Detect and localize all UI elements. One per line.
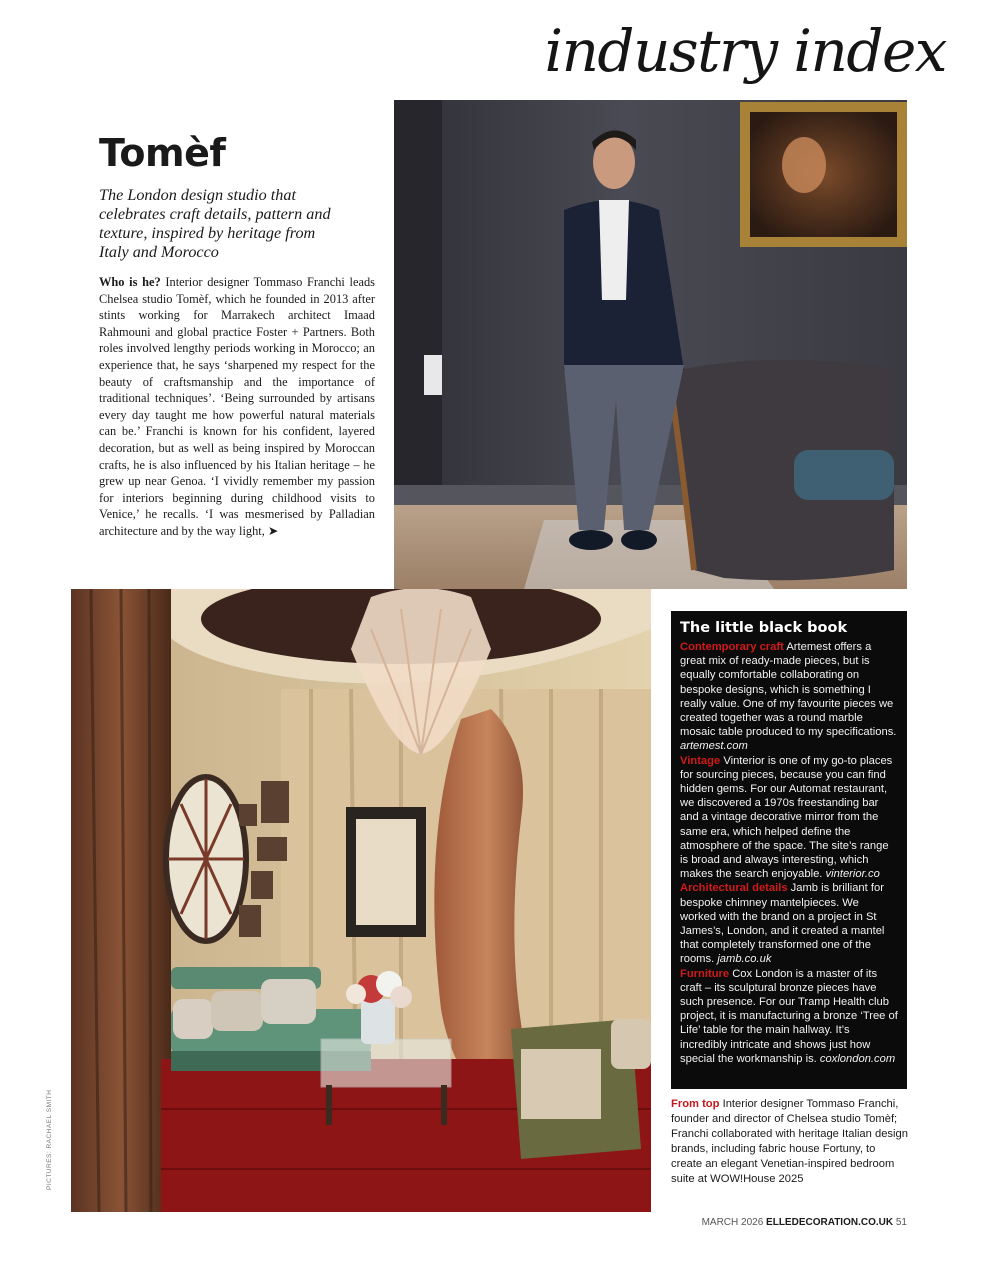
photo-credit: PICTURES: RACHAEL SMITH — [46, 1089, 53, 1190]
body-copy: Interior designer Tommaso Franchi leads Chelsea studio Tomèf, which he founded in 2013 after stints working for Marrakech architect Imaad Rahmouni and global practice Foster + Partners. Both roles involved lengthy periods working in Morocco; an experience that, he says ‘sharpened my respect for the beauty of craftsmanship and the importance of traditional techniques’. ‘Being surrounded by artisans every day taught me how powerful natural materials can be.’ Franchi is known for his confident, layered decoration, but as well as being inspired by Moroccan crafts, he is also influenced by his Italian heritage – he grew up near Genoa. ‘I vividly remember my passion for interiors beginning during childhood visits to Venice,’ he recalls. ‘I was mesmerised by Palladian architecture and by the way light, ➤ — [99, 275, 375, 538]
black-book-text: Jamb is brilliant for bespoke chimney mantelpieces. We worked with the brand on a project in St James’s, London, and it created a mantel that completely transformed one of the rooms. — [680, 882, 885, 966]
black-book-entry — [680, 881, 898, 966]
black-book-label: Architectural details — [680, 882, 788, 895]
black-book-label: Vintage — [680, 754, 721, 767]
room-photo — [71, 589, 651, 1212]
folio-issue: MARCH 2026 — [701, 1217, 764, 1228]
body-text — [99, 274, 375, 540]
black-book-site: vinterior.co — [825, 868, 880, 881]
black-book-entry — [680, 967, 898, 1066]
black-book-text: Cox London is a master of its craft – its sculptural bronze pieces have such presence. For our Tramp Health club project, it is manufacturing a bronze ‘Tree of Life’ table for the main hallway. It’s incredibly intricate and shows just how special the workmanship is. — [680, 967, 898, 1065]
folio — [702, 1217, 907, 1228]
black-book-title: The little black book — [680, 620, 848, 636]
headline: Tomèf — [99, 131, 226, 175]
portrait-photo — [394, 100, 907, 589]
photo-caption — [671, 1097, 909, 1186]
standfirst: The London design studio that celebrates craft details, pattern and texture, inspired by heritage from Italy and Morocco — [99, 186, 331, 261]
body-lead: Who is he? — [99, 275, 161, 289]
section-title: industry index — [544, 17, 946, 85]
black-book-text: Vinterior is one of my go-to places for sourcing pieces, because you can find hidden gems. For our Automat restaurant, we discovered a 1970s freestanding bar and a vintage decorative mirror from the same era, which helped define the atmosphere of the space. The site’s range is broad and always interesting, which makes the search enjoyable. — [680, 754, 893, 881]
page-number: 51 — [895, 1217, 907, 1228]
black-book-entry — [680, 754, 898, 882]
black-book-site: jamb.co.uk — [717, 953, 772, 966]
black-book-entry — [680, 640, 898, 754]
black-book-site: artemest.com — [680, 740, 748, 753]
black-book-text: Artemest offers a great mix of ready-made pieces, but is equally comfortable collaborating on bespoke designs, which is something I really value. One of my favourite pieces we created together was a round marble mosaic table produced to my specifications. — [680, 641, 897, 739]
folio-site: ELLEDECORATION.CO.UK — [766, 1217, 894, 1228]
black-book-site: coxlondon.com — [819, 1052, 896, 1065]
caption-label: From top — [671, 1098, 720, 1110]
black-book-label: Furniture — [680, 967, 730, 980]
black-book-box — [671, 611, 907, 1089]
black-book-label: Contemporary craft — [680, 641, 784, 653]
caption-text: Interior designer Tommaso Franchi, founder and director of Chelsea studio Tomèf; Franchi collaborated with heritage Italian design brands, including fabric house Fortuny, to create an elegant Venetian-inspired bedroom suite at WOW!House 2025 — [671, 1098, 908, 1185]
